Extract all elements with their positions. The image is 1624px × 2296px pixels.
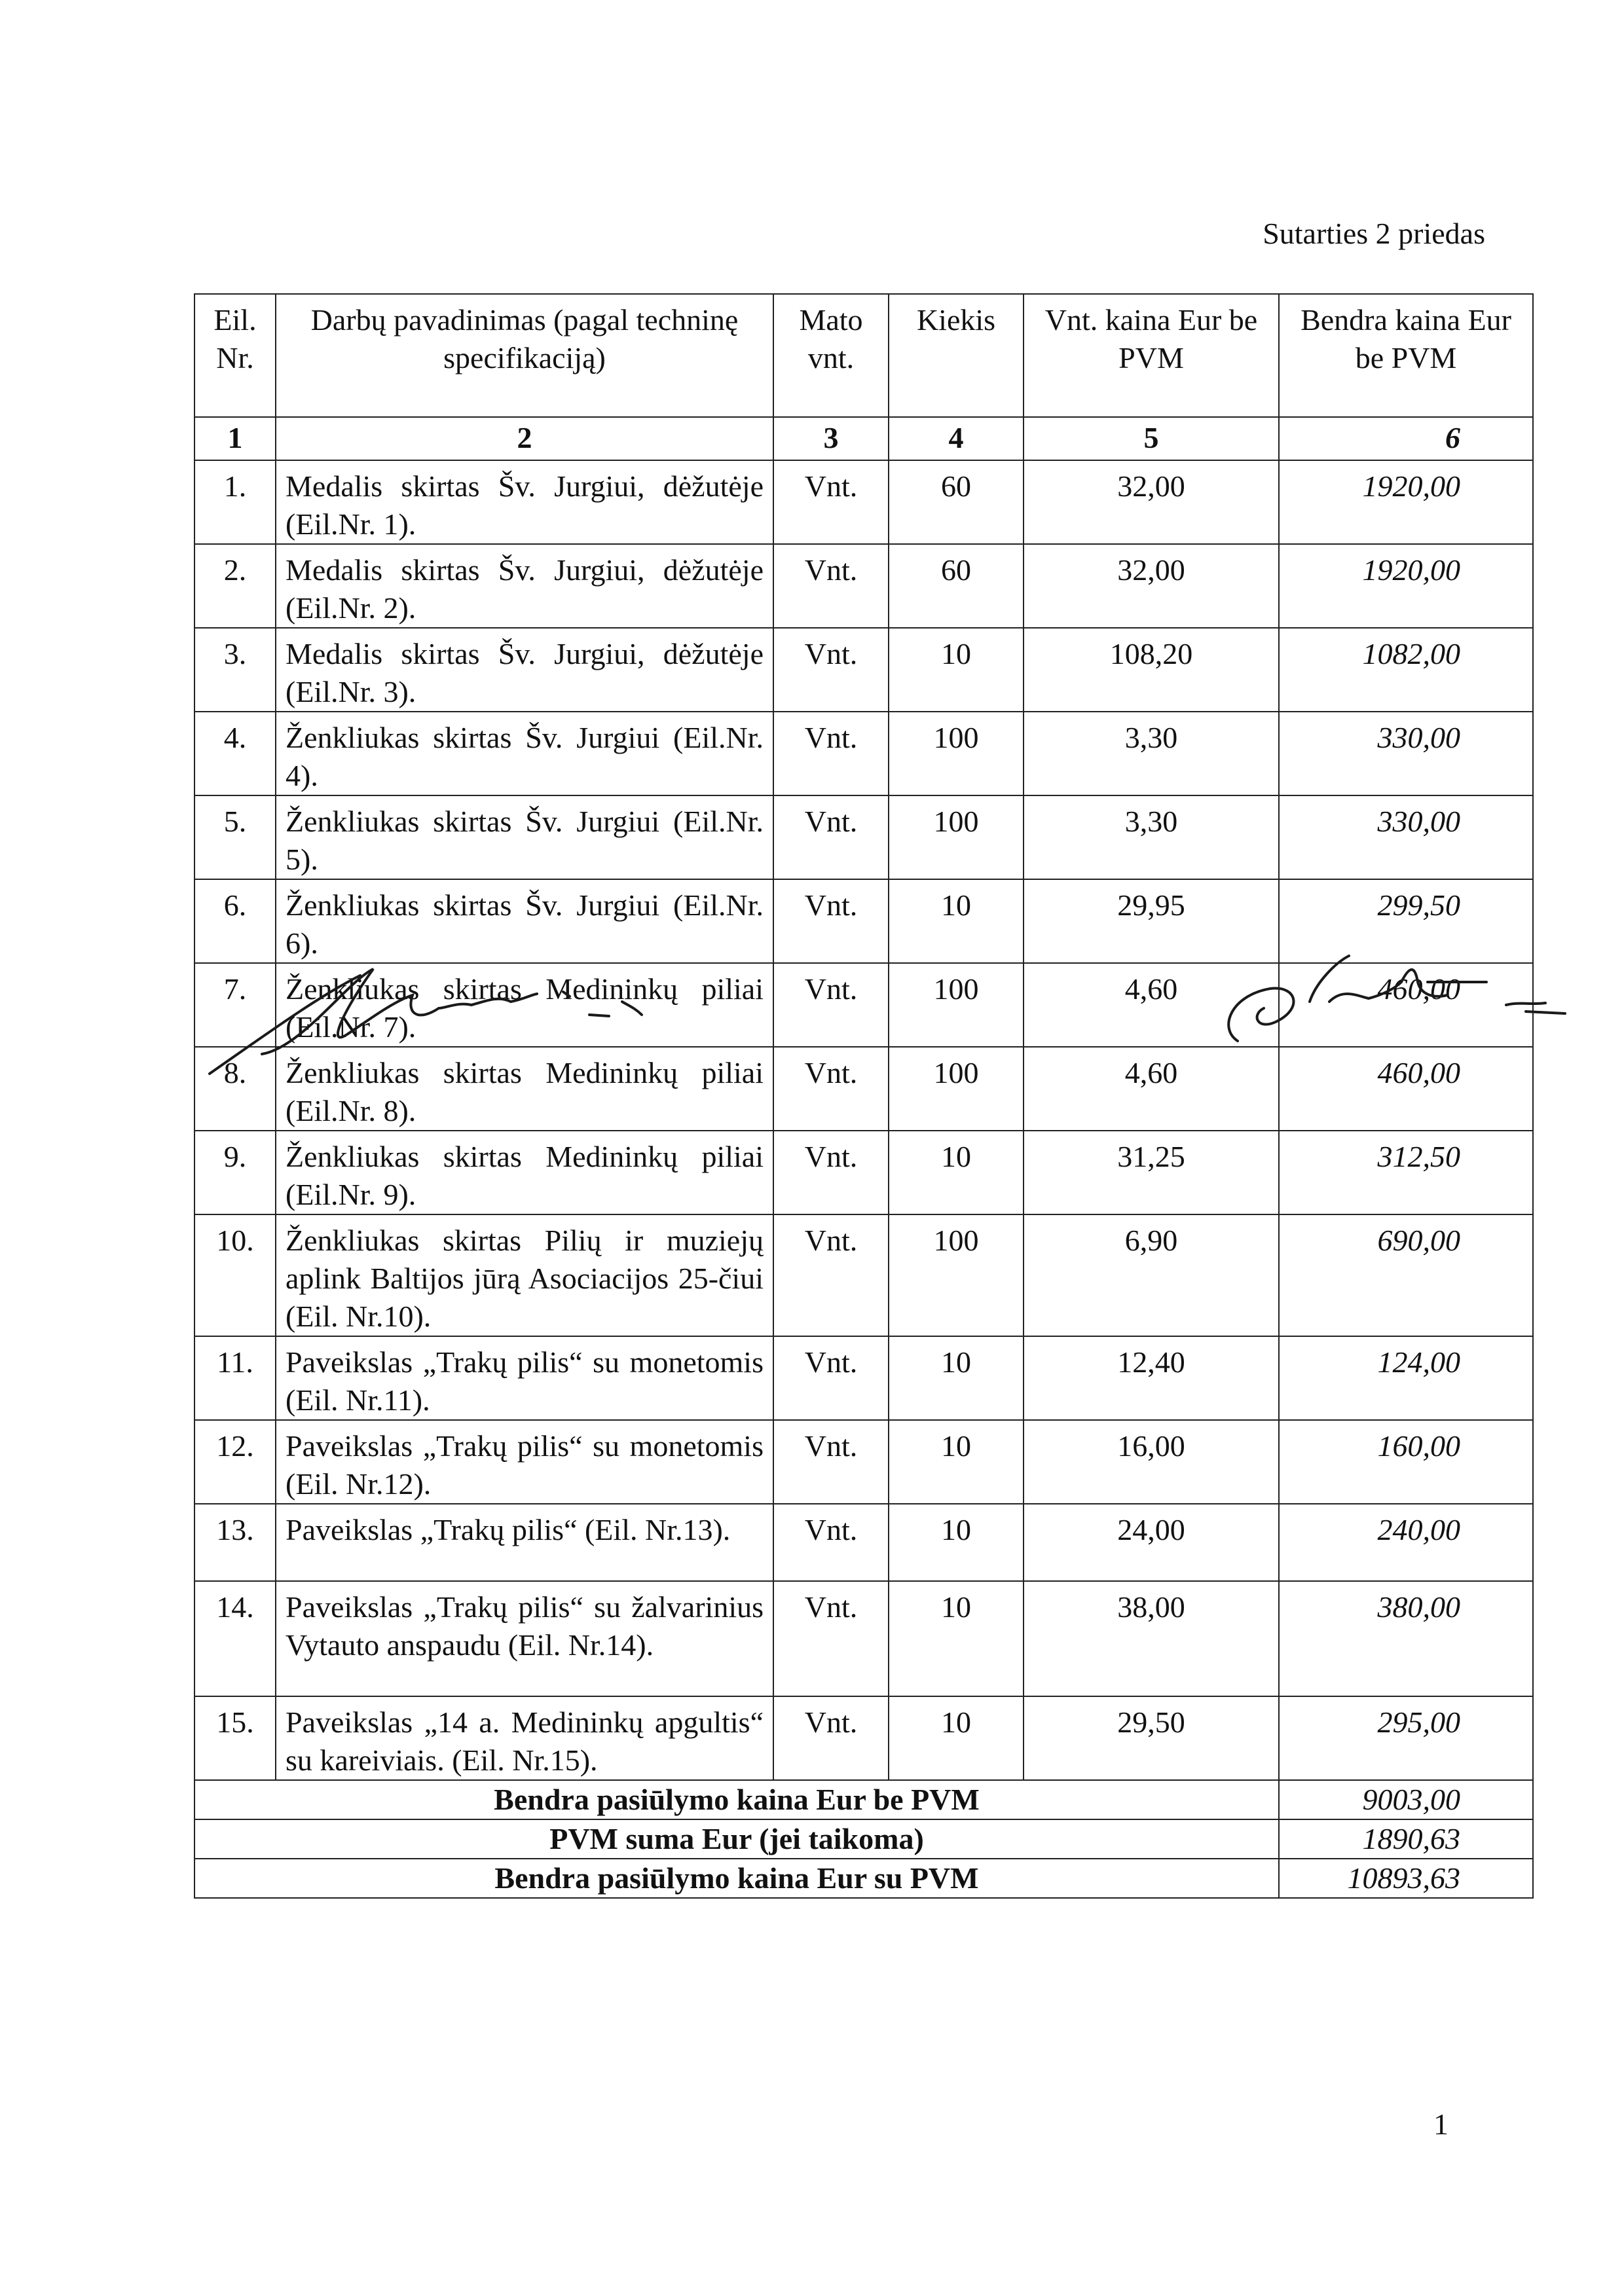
item-quantity: 60 — [889, 460, 1024, 544]
item-unit-price: 38,00 — [1024, 1581, 1279, 1696]
item-unit: Vnt. — [773, 879, 889, 963]
table-row — [194, 544, 1533, 628]
signature-right — [1179, 943, 1585, 1080]
table-row — [194, 712, 1533, 795]
item-quantity: 100 — [889, 712, 1024, 795]
row-number: 6. — [194, 879, 276, 963]
item-quantity: 10 — [889, 1581, 1024, 1696]
row-number: 9. — [194, 1131, 276, 1214]
summary-value: 1890,63 — [1279, 1819, 1533, 1859]
item-total: 1920,00 — [1279, 460, 1533, 544]
item-unit: Vnt. — [773, 1420, 889, 1504]
header-unit-price: Vnt. kaina Eur be PVM — [1024, 294, 1279, 417]
item-total: 299,50 — [1279, 879, 1533, 963]
item-name: Ženkliukas skirtas Pilių ir muziejų aplink Baltijos jūrą Asociacijos 25-čiui (Eil. Nr.10). — [276, 1214, 773, 1336]
item-unit: Vnt. — [773, 795, 889, 879]
item-unit: Vnt. — [773, 1581, 889, 1696]
item-unit: Vnt. — [773, 544, 889, 628]
column-number: 6 — [1279, 417, 1533, 460]
table-row — [194, 1696, 1533, 1780]
row-number: 11. — [194, 1336, 276, 1420]
item-name: Ženkliukas skirtas Šv. Jurgiui (Eil.Nr. 6). — [276, 879, 773, 963]
item-quantity: 10 — [889, 1504, 1024, 1581]
item-name: Ženkliukas skirtas Šv. Jurgiui (Eil.Nr. 5). — [276, 795, 773, 879]
table-row — [194, 1336, 1533, 1420]
item-unit-price: 32,00 — [1024, 544, 1279, 628]
summary-label: PVM suma Eur (jei taikoma) — [194, 1819, 1279, 1859]
item-total: 312,50 — [1279, 1131, 1533, 1214]
item-total: 330,00 — [1279, 712, 1533, 795]
item-unit-price: 29,95 — [1024, 879, 1279, 963]
summary-label: Bendra pasiūlymo kaina Eur su PVM — [194, 1859, 1279, 1898]
row-number: 3. — [194, 628, 276, 712]
item-name: Ženkliukas skirtas Medininkų piliai (Eil.Nr. 7). — [276, 963, 773, 1047]
row-number: 15. — [194, 1696, 276, 1780]
item-total: 160,00 — [1279, 1420, 1533, 1504]
item-unit-price: 16,00 — [1024, 1420, 1279, 1504]
item-quantity: 60 — [889, 544, 1024, 628]
item-quantity: 10 — [889, 1336, 1024, 1420]
row-number: 5. — [194, 795, 276, 879]
summary-row — [194, 1819, 1533, 1859]
item-unit-price: 12,40 — [1024, 1336, 1279, 1420]
item-total: 330,00 — [1279, 795, 1533, 879]
item-name: Paveikslas „Trakų pilis“ su monetomis (Eil. Nr.12). — [276, 1420, 773, 1504]
row-number: 13. — [194, 1504, 276, 1581]
summary-row — [194, 1859, 1533, 1898]
item-name: Paveikslas „Trakų pilis“ su monetomis (Eil. Nr.11). — [276, 1336, 773, 1420]
row-number: 10. — [194, 1214, 276, 1336]
item-total: 1082,00 — [1279, 628, 1533, 712]
item-quantity: 100 — [889, 963, 1024, 1047]
table-row — [194, 1581, 1533, 1696]
column-number: 2 — [276, 417, 773, 460]
item-unit: Vnt. — [773, 1504, 889, 1581]
item-total: 1920,00 — [1279, 544, 1533, 628]
item-name: Medalis skirtas Šv. Jurgiui, dėžutėje (Eil.Nr. 3). — [276, 628, 773, 712]
header-qty: Kiekis — [889, 294, 1024, 417]
row-number: 1. — [194, 460, 276, 544]
summary-value: 9003,00 — [1279, 1780, 1533, 1819]
summary-row — [194, 1780, 1533, 1819]
row-number: 12. — [194, 1420, 276, 1504]
row-number: 8. — [194, 1047, 276, 1131]
column-number: 1 — [194, 417, 276, 460]
item-unit-price: 4,60 — [1024, 1047, 1279, 1131]
item-name: Paveikslas „Trakų pilis“ (Eil. Nr.13). — [276, 1504, 773, 1581]
item-total: 460,00 — [1279, 963, 1533, 1047]
item-total: 460,00 — [1279, 1047, 1533, 1131]
item-total: 124,00 — [1279, 1336, 1533, 1420]
item-name: Medalis skirtas Šv. Jurgiui, dėžutėje (Eil.Nr. 2). — [276, 544, 773, 628]
item-total: 240,00 — [1279, 1504, 1533, 1581]
column-number: 3 — [773, 417, 889, 460]
item-total: 690,00 — [1279, 1214, 1533, 1336]
item-unit-price: 32,00 — [1024, 460, 1279, 544]
summary-value: 10893,63 — [1279, 1859, 1533, 1898]
item-name: Paveikslas „Trakų pilis“ su žalvarinius Vytauto anspaudu (Eil. Nr.14). — [276, 1581, 773, 1696]
item-name: Ženkliukas skirtas Šv. Jurgiui (Eil.Nr. 4). — [276, 712, 773, 795]
table-row — [194, 1131, 1533, 1214]
header-row — [194, 294, 1533, 417]
item-quantity: 10 — [889, 879, 1024, 963]
item-name: Paveikslas „14 a. Medininkų apgultis“ su kareiviais. (Eil. Nr.15). — [276, 1696, 773, 1780]
column-number: 5 — [1024, 417, 1279, 460]
column-number: 4 — [889, 417, 1024, 460]
header-unit: Mato vnt. — [773, 294, 889, 417]
item-unit: Vnt. — [773, 1696, 889, 1780]
item-quantity: 100 — [889, 795, 1024, 879]
table-row — [194, 1504, 1533, 1581]
table-row — [194, 1420, 1533, 1504]
item-unit: Vnt. — [773, 460, 889, 544]
item-unit: Vnt. — [773, 712, 889, 795]
item-unit: Vnt. — [773, 1214, 889, 1336]
item-name: Medalis skirtas Šv. Jurgiui, dėžutėje (Eil.Nr. 1). — [276, 460, 773, 544]
table-row — [194, 795, 1533, 879]
table-row — [194, 628, 1533, 712]
item-unit-price: 3,30 — [1024, 712, 1279, 795]
item-unit-price: 29,50 — [1024, 1696, 1279, 1780]
signature-left — [196, 956, 707, 1087]
item-quantity: 10 — [889, 628, 1024, 712]
item-quantity: 10 — [889, 1696, 1024, 1780]
page-number: 1 — [1433, 2107, 1449, 2141]
annex-label: Sutarties 2 priedas — [1263, 217, 1485, 250]
row-number: 14. — [194, 1581, 276, 1696]
summary-label: Bendra pasiūlymo kaina Eur be PVM — [194, 1780, 1279, 1819]
item-unit: Vnt. — [773, 963, 889, 1047]
row-number: 4. — [194, 712, 276, 795]
header-no: Eil. Nr. — [194, 294, 276, 417]
item-total: 295,00 — [1279, 1696, 1533, 1780]
item-unit-price: 24,00 — [1024, 1504, 1279, 1581]
item-unit-price: 4,60 — [1024, 963, 1279, 1047]
item-unit: Vnt. — [773, 1047, 889, 1131]
item-unit: Vnt. — [773, 1336, 889, 1420]
item-name: Ženkliukas skirtas Medininkų piliai (Eil.Nr. 8). — [276, 1047, 773, 1131]
header-name: Darbų pavadinimas (pagal techninę specifikaciją) — [276, 294, 773, 417]
item-unit-price: 3,30 — [1024, 795, 1279, 879]
item-unit-price: 31,25 — [1024, 1131, 1279, 1214]
table-row — [194, 460, 1533, 544]
row-number: 2. — [194, 544, 276, 628]
table-row — [194, 1214, 1533, 1336]
item-quantity: 100 — [889, 1214, 1024, 1336]
item-unit: Vnt. — [773, 628, 889, 712]
item-unit-price: 108,20 — [1024, 628, 1279, 712]
item-unit-price: 6,90 — [1024, 1214, 1279, 1336]
item-unit: Vnt. — [773, 1131, 889, 1214]
price-table — [194, 293, 1534, 1899]
item-total: 380,00 — [1279, 1581, 1533, 1696]
item-quantity: 100 — [889, 1047, 1024, 1131]
column-number-row — [194, 417, 1533, 460]
item-name: Ženkliukas skirtas Medininkų piliai (Eil.Nr. 9). — [276, 1131, 773, 1214]
item-quantity: 10 — [889, 1420, 1024, 1504]
header-total: Bendra kaina Eur be PVM — [1279, 294, 1533, 417]
row-number: 7. — [194, 963, 276, 1047]
item-quantity: 10 — [889, 1131, 1024, 1214]
